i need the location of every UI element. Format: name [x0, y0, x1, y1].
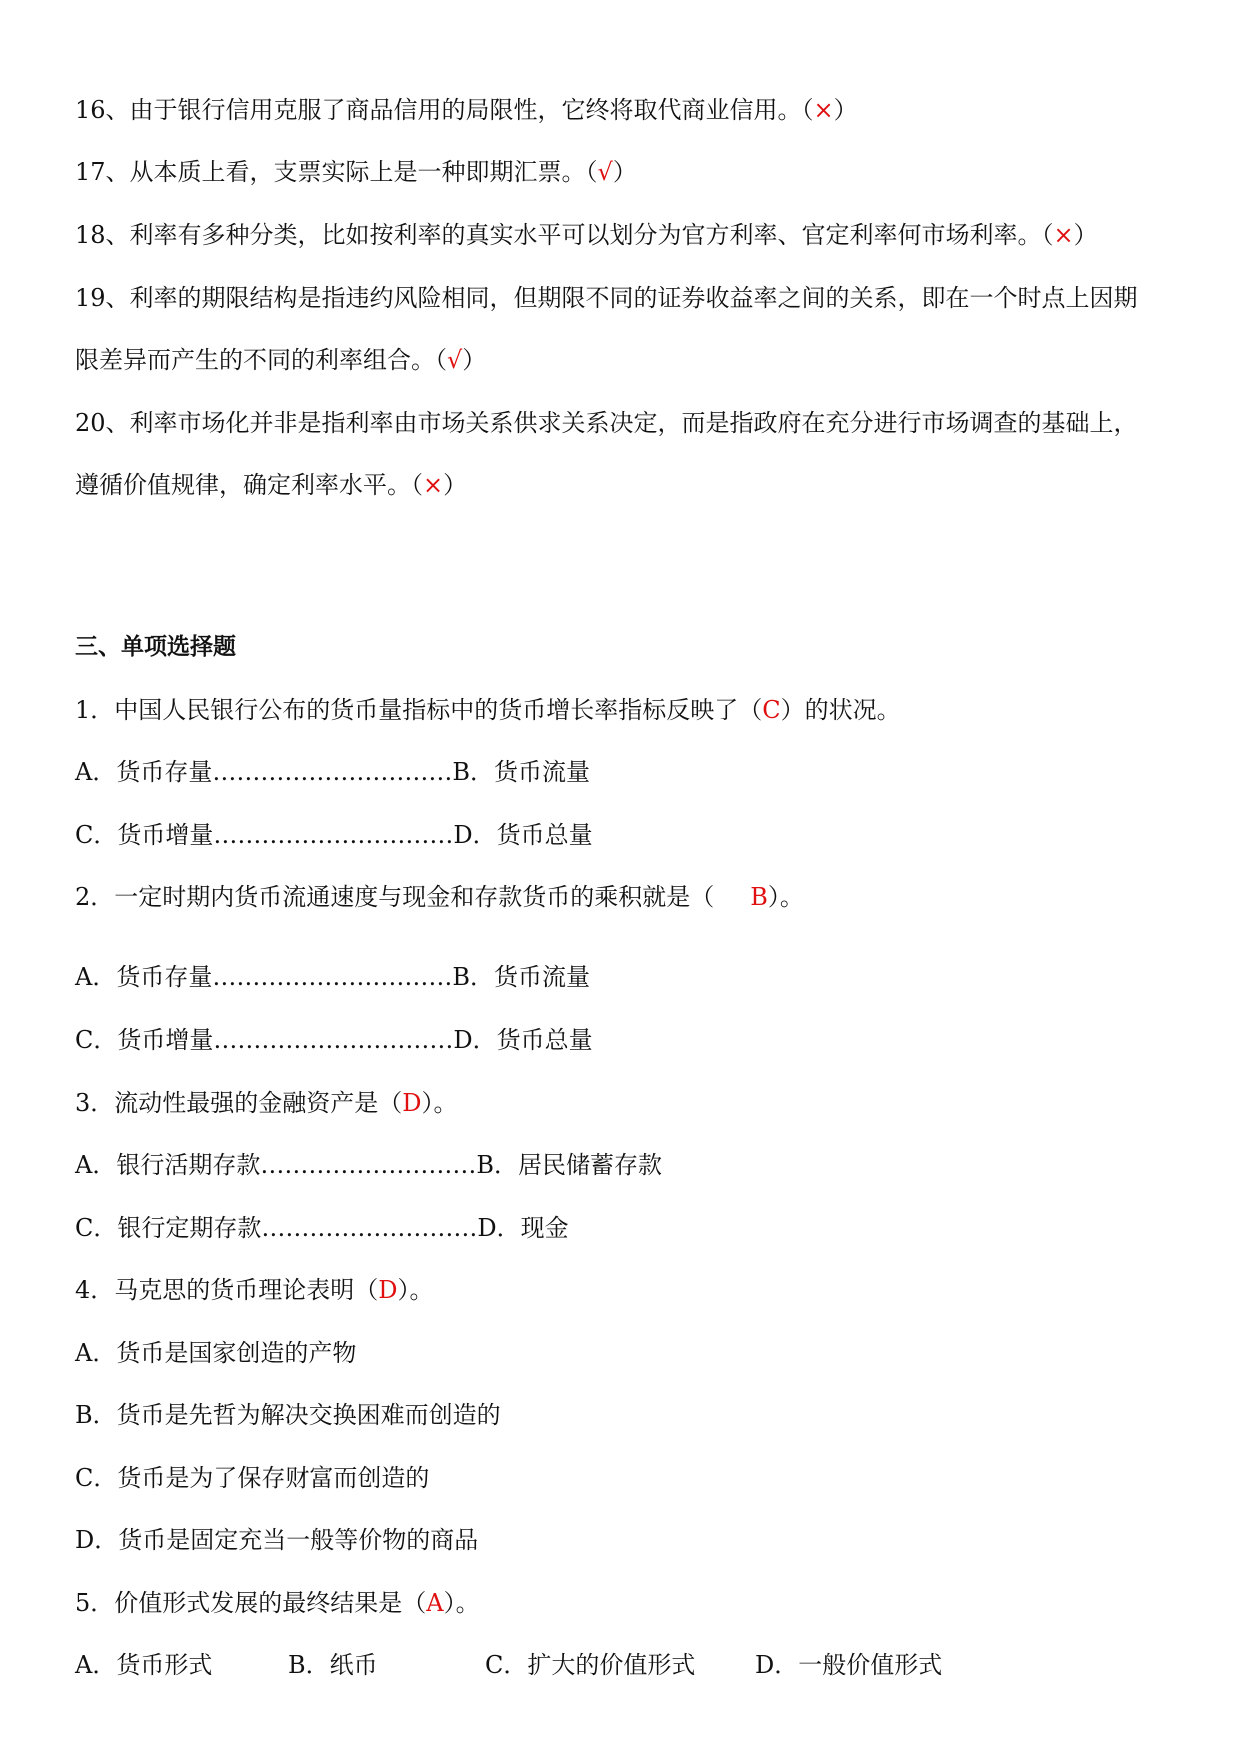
judgement-item-17: 17、从本质上看，支票实际上是一种即期汇票。（√）	[75, 158, 637, 186]
answer-mark: √	[447, 346, 463, 374]
option-line: C．货币增量…………………………D．货币总量	[75, 821, 593, 849]
answer-mark: ×	[423, 471, 444, 499]
judgement-item-20-line2: 遵循价值规律，确定利率水平。（×）	[75, 471, 468, 499]
judgement-item-16: 16、由于银行信用克服了商品信用的局限性，它终将取代商业信用。（×）	[75, 96, 858, 124]
option-line: A．货币是国家创造的产物	[75, 1339, 357, 1367]
answer-mark: ×	[813, 96, 834, 124]
option-line: C．银行定期存款………………………D．现金	[75, 1214, 569, 1242]
question-2: 2．一定时期内货币流通速度与现金和存款货币的乘积就是（ B）。	[75, 883, 804, 911]
option-line: D．货币是固定充当一般等价物的商品	[75, 1526, 479, 1554]
answer-mark: A	[426, 1589, 444, 1617]
option-line	[75, 1650, 942, 1680]
section-title: 三、单项选择题	[75, 634, 236, 660]
option-line: A．银行活期存款………………………B．居民储蓄存款	[75, 1151, 662, 1179]
option-line: B．货币是先哲为解决交换困难而创造的	[75, 1401, 501, 1429]
option-a: A．货币形式	[75, 1651, 213, 1679]
option-line: A．货币存量…………………………B．货币流量	[75, 963, 590, 991]
option-d: D．一般价值形式	[755, 1651, 943, 1679]
question-5: 5．价值形式发展的最终结果是（A）。	[75, 1589, 480, 1617]
answer-mark: D	[402, 1089, 422, 1117]
answer-mark: D	[378, 1276, 398, 1304]
judgement-item-18: 18、利率有多种分类，比如按利率的真实水平可以划分为官方利率、官定利率何市场利率。（×）	[75, 221, 1098, 249]
answer-mark: √	[597, 158, 613, 186]
judgement-item-20-line1: 20、利率市场化并非是指利率由市场关系供求关系决定，而是指政府在充分进行市场调查的基础上，	[75, 409, 1138, 437]
option-line: A．货币存量…………………………B．货币流量	[75, 758, 590, 786]
question-3: 3．流动性最强的金融资产是（D）。	[75, 1089, 458, 1117]
option-line: C．货币是为了保存财富而创造的	[75, 1464, 430, 1492]
option-b: B．纸币	[288, 1651, 378, 1679]
answer-mark: ×	[1053, 221, 1074, 249]
judgement-item-19-line2: 限差异而产生的不同的利率组合。（√）	[75, 346, 487, 374]
answer-mark: B	[750, 883, 768, 911]
option-c: C．扩大的价值形式	[485, 1651, 696, 1679]
question-4: 4．马克思的货币理论表明（D）。	[75, 1276, 434, 1304]
answer-mark: C	[762, 696, 781, 724]
question-1: 1．中国人民银行公布的货币量指标中的货币增长率指标反映了（C）的状况。	[75, 696, 901, 724]
judgement-item-19-line1: 19、利率的期限结构是指违约风险相同，但期限不同的证券收益率之间的关系，即在一个时点上因期	[75, 284, 1138, 312]
option-line: C．货币增量…………………………D．货币总量	[75, 1026, 593, 1054]
